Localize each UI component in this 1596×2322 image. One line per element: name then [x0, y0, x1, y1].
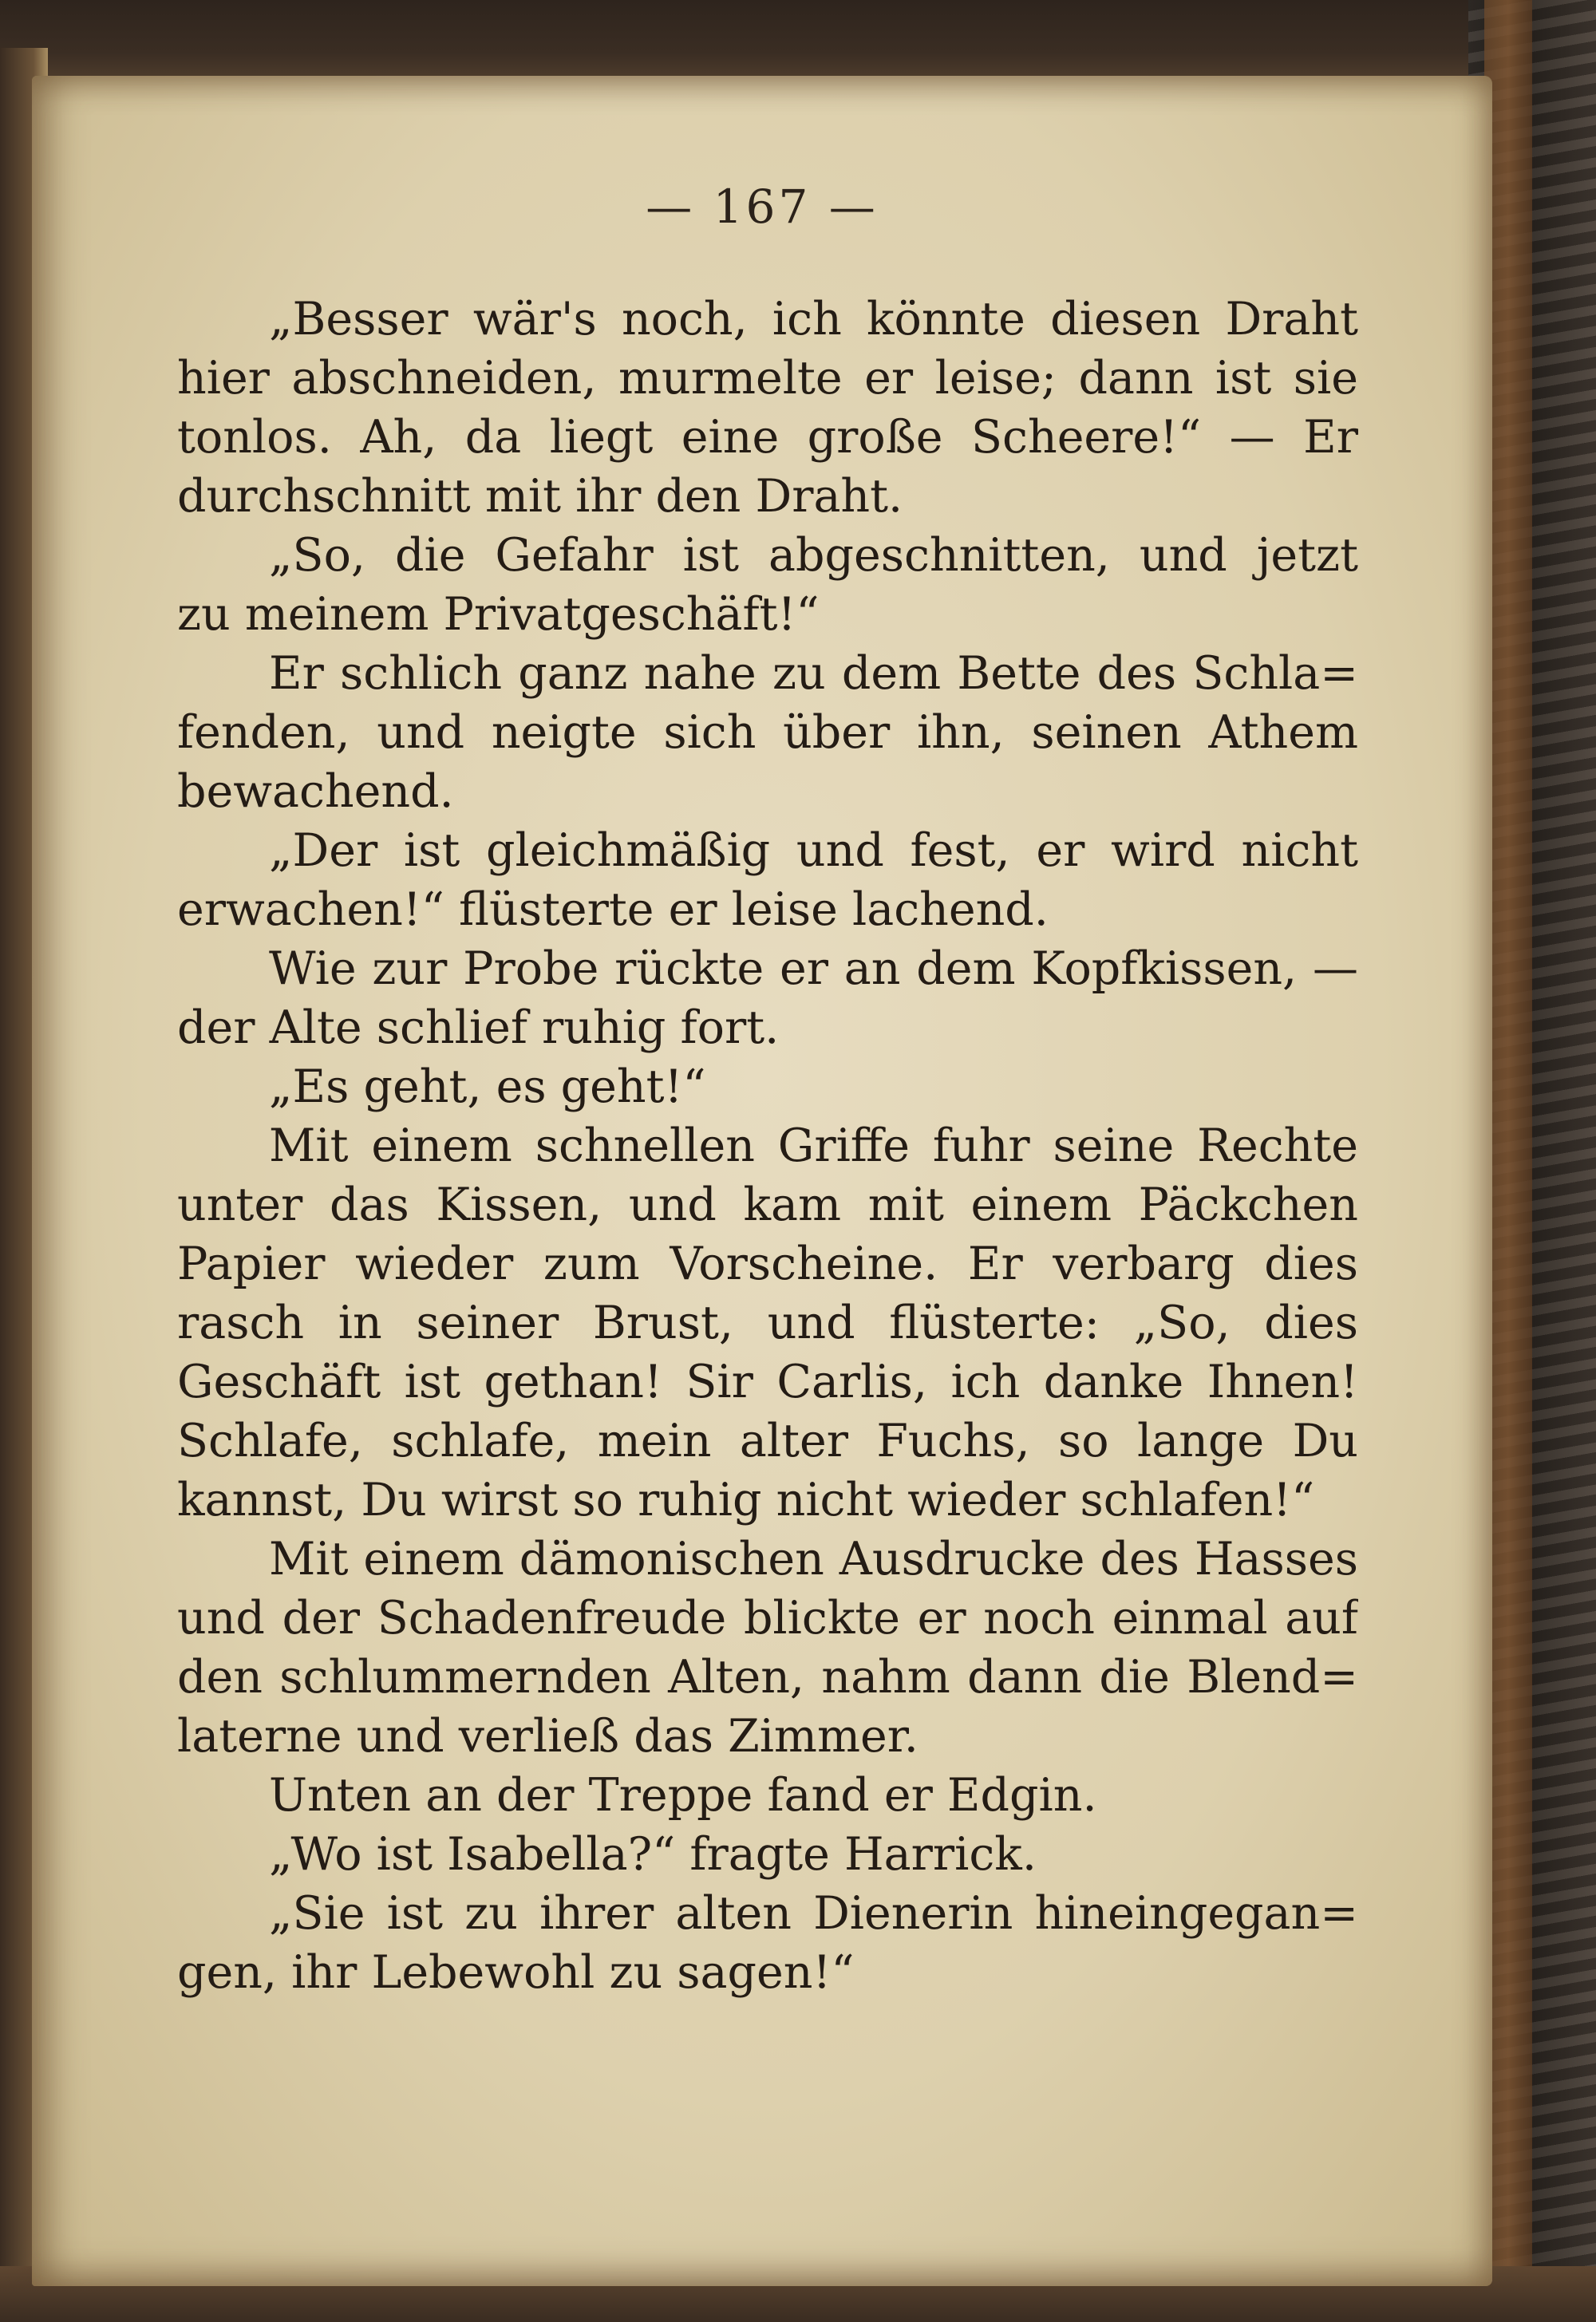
text-line: Er schlich ganz nahe zu dem Bette des Schla=	[269, 647, 1358, 700]
text-line: hier abschneiden, murmelte er leise; dann ist sie	[177, 352, 1358, 405]
text-line: Unten an der Treppe fand er Edgin.	[269, 1769, 1097, 1822]
text-line: laterne und verließ das Zimmer.	[177, 1710, 918, 1763]
text-line: gen, ihr Lebewohl zu sagen!“	[177, 1946, 855, 1999]
text-line: kannst, Du wirst so ruhig nicht wieder schlafen!“	[177, 1474, 1315, 1526]
text-line: „Der ist gleichmäßig und fest, er wird nicht	[269, 824, 1358, 877]
text-line: Mit einem schnellen Griffe fuhr seine Rechte	[269, 1120, 1358, 1172]
text-line: Wie zur Probe rückte er an dem Kopfkissen, —	[269, 942, 1358, 995]
text-line: „Besser wär's noch, ich könnte diesen Draht	[269, 293, 1358, 346]
text-line: fenden, und neigte sich über ihn, seinen Athem	[177, 706, 1358, 759]
book-page	[32, 76, 1492, 2286]
text-line: Papier wieder zum Vorscheine. Er verbarg dies	[177, 1238, 1358, 1290]
text-line: unter das Kissen, und kam mit einem Päckchen	[177, 1179, 1358, 1231]
text-line: „Wo ist Isabella?“ fragte Harrick.	[269, 1828, 1037, 1881]
text-line: „Es geht, es geht!“	[269, 1060, 706, 1113]
page-number: — 167 —	[646, 180, 879, 234]
text-line: rasch in seiner Brust, und flüsterte: „So, dies	[177, 1297, 1358, 1349]
text-line: erwachen!“ flüsterte er leise lachend.	[177, 883, 1049, 936]
book-cover-top	[0, 0, 1596, 88]
body-text	[177, 290, 1358, 2002]
text-line: den schlummernden Alten, nahm dann die Blend=	[177, 1651, 1358, 1704]
text-line: zu meinem Privatgeschäft!“	[177, 588, 820, 641]
text-line: durchschnitt mit ihr den Draht.	[177, 470, 903, 523]
text-line: „So, die Gefahr ist abgeschnitten, und jetzt	[269, 529, 1358, 582]
text-line: und der Schadenfreude blickte er noch einmal auf	[177, 1592, 1358, 1645]
text-line: Geschäft ist gethan! Sir Carlis, ich danke Ihnen!	[177, 1356, 1358, 1408]
text-line: bewachend.	[177, 765, 454, 818]
text-line: Schlafe, schlafe, mein alter Fuchs, so lange Du	[177, 1415, 1358, 1467]
text-line: „Sie ist zu ihrer alten Dienerin hineingegan=	[269, 1887, 1358, 1940]
text-line: Mit einem dämonischen Ausdrucke des Hasses	[269, 1533, 1358, 1586]
text-line: der Alte schlief ruhig fort.	[177, 1001, 780, 1054]
text-line: tonlos. Ah, da liegt eine große Scheere!“ — Er	[177, 411, 1358, 464]
